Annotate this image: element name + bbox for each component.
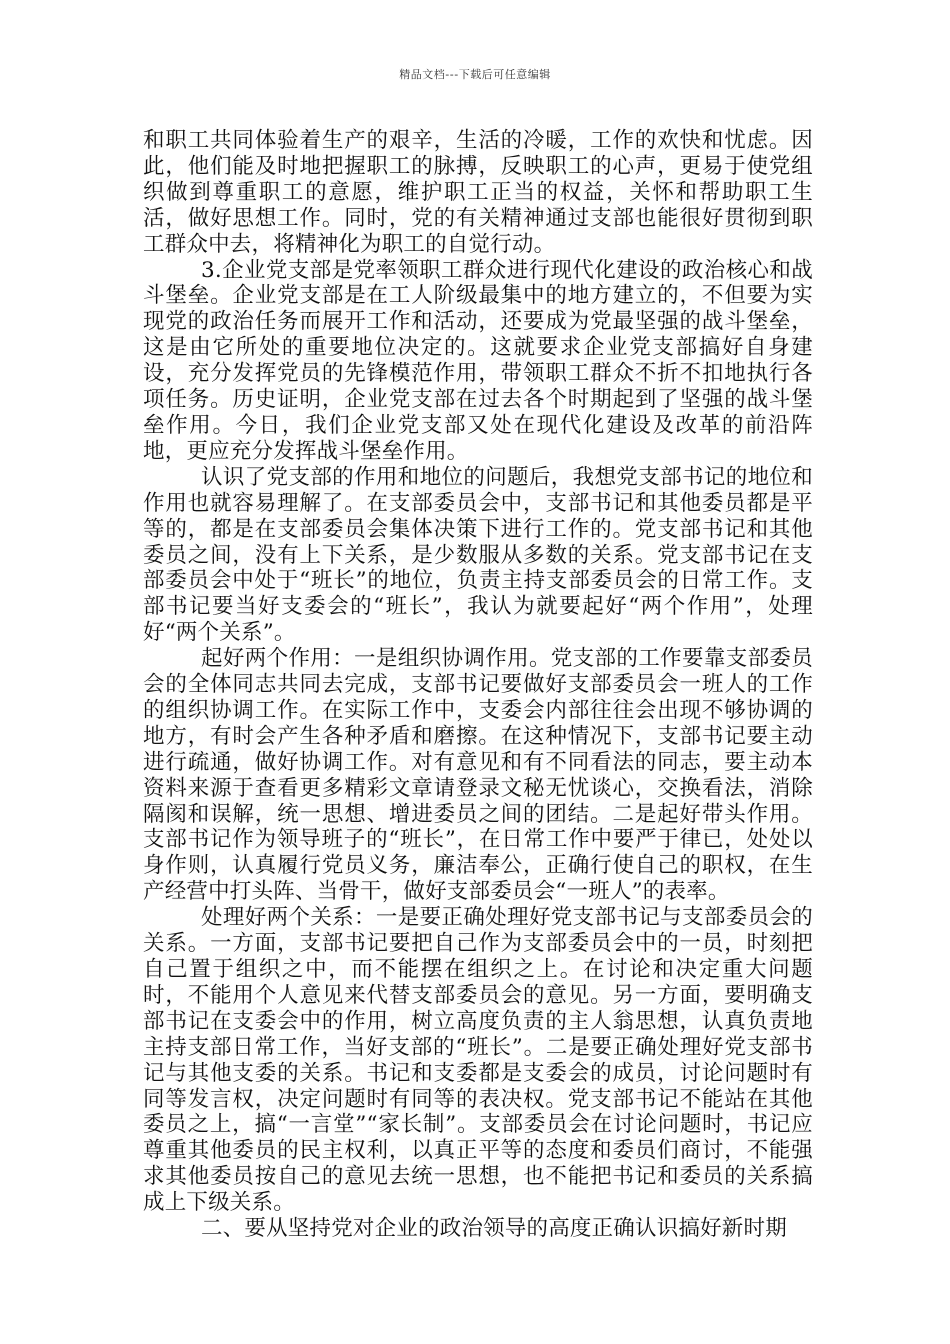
- document-body: [143, 128, 813, 1242]
- paragraph-continuation: 和职工共同体验着生产的艰辛，生活的冷暖，工作的欢快和忧虑。因此，他们能及时地把握职工的脉搏，反映职工的心声，更易于使党组织做到尊重职工的意愿，维护职工正当的权益，关怀和帮助职工生活，做好思想工作。同时，党的有关精神通过支部也能很好贯彻到职工群众中去，将精神化为职工的自觉行动。: [143, 128, 813, 257]
- paragraph-section-heading-2: 二、要从坚持党对企业的政治领导的高度正确认识搞好新时期: [201, 1216, 787, 1242]
- paragraph-two-relations: 处理好两个关系：一是要正确处理好党支部书记与支部委员会的关系。一方面，支部书记要把自己作为支部委员会中的一员，时刻把自己置于组织之中，而不能摆在组织之上。在讨论和决定重大问题时，不能用个人意见来代替支部委员会的意见。另一方面，要明确支部书记在支委会中的作用，树立高度负责的主人翁思想，认真负责地主持支部日常工作，当好支部的“班长”。二是要正确处理好党支部书记与其他支委的关系。书记和支委都是支委会的成员，讨论问题时有同等发言权，决定问题时有同等的表决权。党支部书记不能站在其他委员之上，搞“一言堂”“家长制”。支部委员会在讨论问题时，书记应尊重其他委员的民主权利，以真正平等的态度和委员们商讨，不能强求其他委员按自己的意见去统一思想，也不能把书记和委员的关系搞成上下级关系。: [143, 905, 813, 1216]
- paragraph-two-functions: 起好两个作用：一是组织协调作用。党支部的工作要靠支部委员会的全体同志共同去完成，支部书记要做好支部委员会一班人的工作的组织协调工作。在实际工作中，支委会内部往往会出现不够协调的地方，有时会产生各种矛盾和磨擦。在这种情况下，支部书记要主动进行疏通，做好协调工作。对有意见和有不同看法的同志，要主动本资料来源于查看更多精彩文章请登录文秘无忧谈心，交换看法，消除隔阂和误解，统一思想、增进委员之间的团结。二是起好带头作用。支部书记作为领导班子的“班长”，在日常工作中要严于律已，处处以身作则，认真履行党员义务，廉洁奉公，正确行使自己的职权，在生产经营中打头阵、当骨干，做好支部委员会“一班人”的表率。: [143, 646, 813, 905]
- page-header: 精品文档---下载后可任意编辑: [399, 68, 551, 81]
- paragraph-section-3: 3.企业党支部是党率领职工群众进行现代化建设的政治核心和战斗堡垒。企业党支部是在工人阶级最集中的地方建立的，不但要为实现党的政治任务而展开工作和活动，还要成为党最坚强的战斗堡垒，这是由它所处的重要地位决定的。这就要求企业党支部搞好自身建设，充分发挥党员的先锋模范作用，带领职工群众不折不扣地执行各项任务。历史证明，企业党支部在过去各个时期起到了坚强的战斗堡垒作用。今日，我们企业党支部又处在现代化建设及改革的前沿阵地，更应充分发挥战斗堡垒作用。: [143, 257, 813, 464]
- paragraph-secretary-role: 认识了党支部的作用和地位的问题后，我想党支部书记的地位和作用也就容易理解了。在支部委员会中，支部书记和其他委员都是平等的，都是在支部委员会集体决策下进行工作的。党支部书记和其他委员之间，没有上下关系，是少数服从多数的关系。党支部书记在支部委员会中处于“班长”的地位，负责主持支部委员会的日常工作。支部书记要当好支委会的“班长”，我认为就要起好“两个作用”，处理好“两个关系”。: [143, 464, 813, 646]
